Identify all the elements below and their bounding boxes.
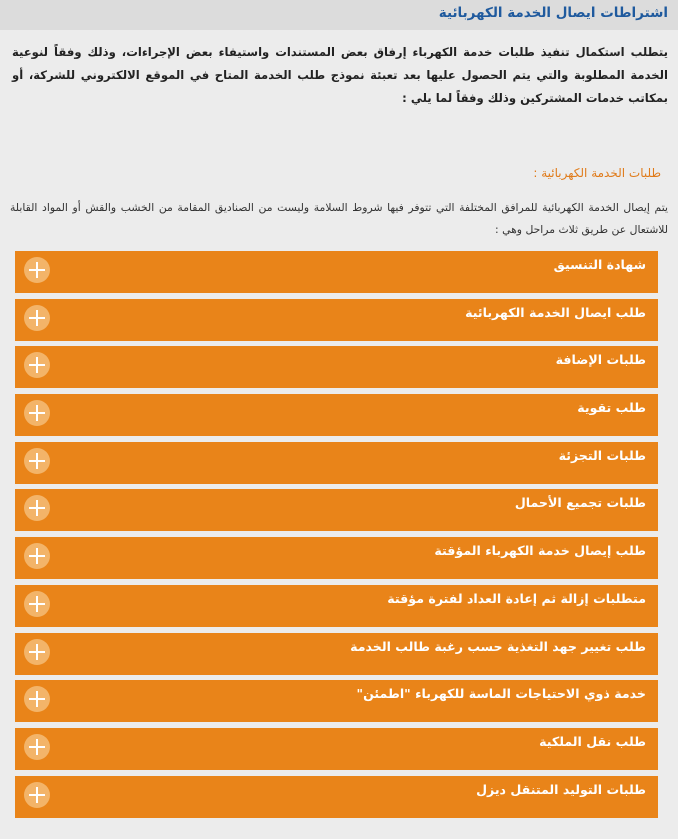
accordion-item-label: طلب ايصال الخدمة الكهربائية — [465, 304, 646, 320]
plus-icon[interactable] — [24, 686, 50, 712]
header-bar — [0, 0, 678, 30]
accordion-item-label: طلبات الإضافة — [555, 352, 646, 368]
plus-icon[interactable] — [24, 782, 50, 808]
accordion-item-coordination-certificate[interactable] — [15, 251, 658, 293]
accordion-item-splitting[interactable] — [15, 442, 658, 484]
plus-icon[interactable] — [24, 734, 50, 760]
plus-icon[interactable] — [24, 352, 50, 378]
accordion-item-label: شهادة التنسيق — [553, 257, 646, 272]
accordion-item-label: خدمة ذوي الاحتياجات الماسة للكهرباء "اطمئن" — [356, 686, 646, 702]
plus-icon[interactable] — [24, 305, 50, 331]
accordion-list — [15, 251, 658, 823]
accordion-item-mobile-diesel-generation[interactable] — [15, 776, 658, 818]
accordion-item-label: طلبات تجميع الأحمال — [514, 495, 646, 511]
accordion-item-additions[interactable] — [15, 346, 658, 388]
accordion-item-label: طلب تغيير جهد التغذية حسب رغبة طالب الخدمة — [350, 638, 646, 654]
accordion-item-label: طلب تقوية — [577, 400, 646, 416]
accordion-item-ownership-transfer[interactable] — [15, 728, 658, 770]
accordion-item-label: طلبات التوليد المتنقل ديزل — [476, 781, 646, 797]
accordion-item-service-connection[interactable] — [15, 299, 658, 341]
accordion-item-label: طلب إيصال خدمة الكهرباء المؤقتة — [434, 543, 646, 559]
intro-paragraph: يتطلب استكمال تنفيذ طلبات خدمة الكهرباء إرفاق بعض المستندات واستيفاء بعض الإجراءات، وذلك وفقاً لنوعية الخدمة المطلوبة والتي يتم الحصول عليها بعد تعبئة نموذج طلب الخدمة المتاح في الموقع الالكتروني للشركة، أو بمكاتب خدمات المشتركين وذلك وفقاً لما يلي : — [12, 45, 668, 105]
section-title: طلبات الخدمة الكهربائية : — [533, 166, 661, 180]
accordion-item-critical-needs[interactable] — [15, 680, 658, 722]
accordion-item-label: طلبات التجزئة — [558, 447, 646, 463]
accordion-item-label: طلب نقل الملكية — [539, 733, 646, 749]
accordion-item-load-aggregation[interactable] — [15, 489, 658, 531]
plus-icon[interactable] — [24, 639, 50, 665]
plus-icon[interactable] — [24, 448, 50, 474]
accordion-item-voltage-change[interactable] — [15, 633, 658, 675]
accordion-item-temporary-service[interactable] — [15, 537, 658, 579]
plus-icon[interactable] — [24, 495, 50, 521]
plus-icon[interactable] — [24, 257, 50, 283]
accordion-item-label: متطلبات إزالة ثم إعادة العداد لفترة مؤقتة — [387, 590, 646, 606]
accordion-item-meter-removal[interactable] — [15, 585, 658, 627]
plus-icon[interactable] — [24, 591, 50, 617]
plus-icon[interactable] — [24, 543, 50, 569]
plus-icon[interactable] — [24, 400, 50, 426]
accordion-item-reinforcement[interactable] — [15, 394, 658, 436]
section-description: يتم إيصال الخدمة الكهربائية للمرافق المختلفة التي تتوفر فيها شروط السلامة وليست من الصناديق المقامة من الخشب والقش أو المواد القابلة للاشتعال عن طريق ثلاث مراحل وهي : — [10, 201, 668, 236]
page-title: اشتراطات ايصال الخدمة الكهربائية — [438, 5, 668, 21]
